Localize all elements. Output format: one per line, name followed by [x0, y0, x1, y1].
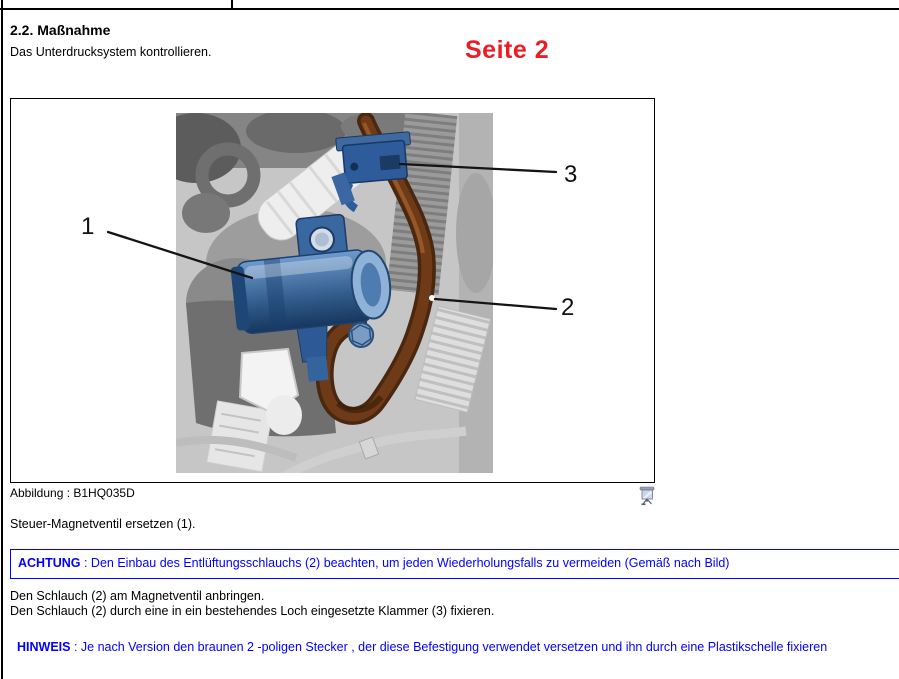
instruction-attach-hose: Den Schlauch (2) am Magnetventil anbringen.: [10, 589, 265, 603]
page-left-border: [1, 0, 3, 679]
warning-separator: :: [80, 556, 91, 570]
warning-text: Den Einbau des Entlüftungsschlauchs (2) beachten, um jeden Wiederholungsfalls zu vermeiden (Gemäß nach Bild): [90, 556, 730, 570]
section-heading: 2.2. Maßnahme: [10, 22, 111, 38]
note-line: [17, 640, 827, 654]
page-number-label: Seite 2: [465, 36, 550, 64]
note-label: HINWEIS: [17, 640, 71, 654]
warning-box: [10, 549, 899, 579]
note-separator: :: [70, 640, 81, 654]
instruction-fix-clamp: Den Schlauch (2) durch eine in ein bestehendes Loch eingesetzte Klammer (3) fixieren.: [10, 604, 495, 618]
figure-box: [10, 98, 655, 483]
engine-bay-photo: [11, 99, 654, 482]
top-table-remnant-tick: [231, 0, 233, 8]
callout-number-2: 2: [561, 294, 575, 321]
top-table-remnant-line: [0, 8, 899, 10]
warning-label: ACHTUNG: [18, 556, 81, 570]
intro-text: Das Unterdrucksystem kontrollieren.: [10, 45, 212, 59]
photo-content: [151, 109, 496, 478]
callout-number-3: 3: [564, 161, 578, 188]
projection-screen-icon[interactable]: [639, 486, 657, 506]
instruction-steps: [10, 589, 494, 619]
figure-caption: Abbildung : B1HQ035D: [10, 486, 135, 500]
note-text: Je nach Version den braunen 2 -poligen Stecker , der diese Befestigung verwendet versetzen und ihn durch eine Plastikschelle fixieren: [80, 640, 828, 654]
callout-number-1: 1: [81, 213, 95, 240]
instruction-replace-valve: Steuer-Magnetventil ersetzen (1).: [10, 517, 196, 531]
